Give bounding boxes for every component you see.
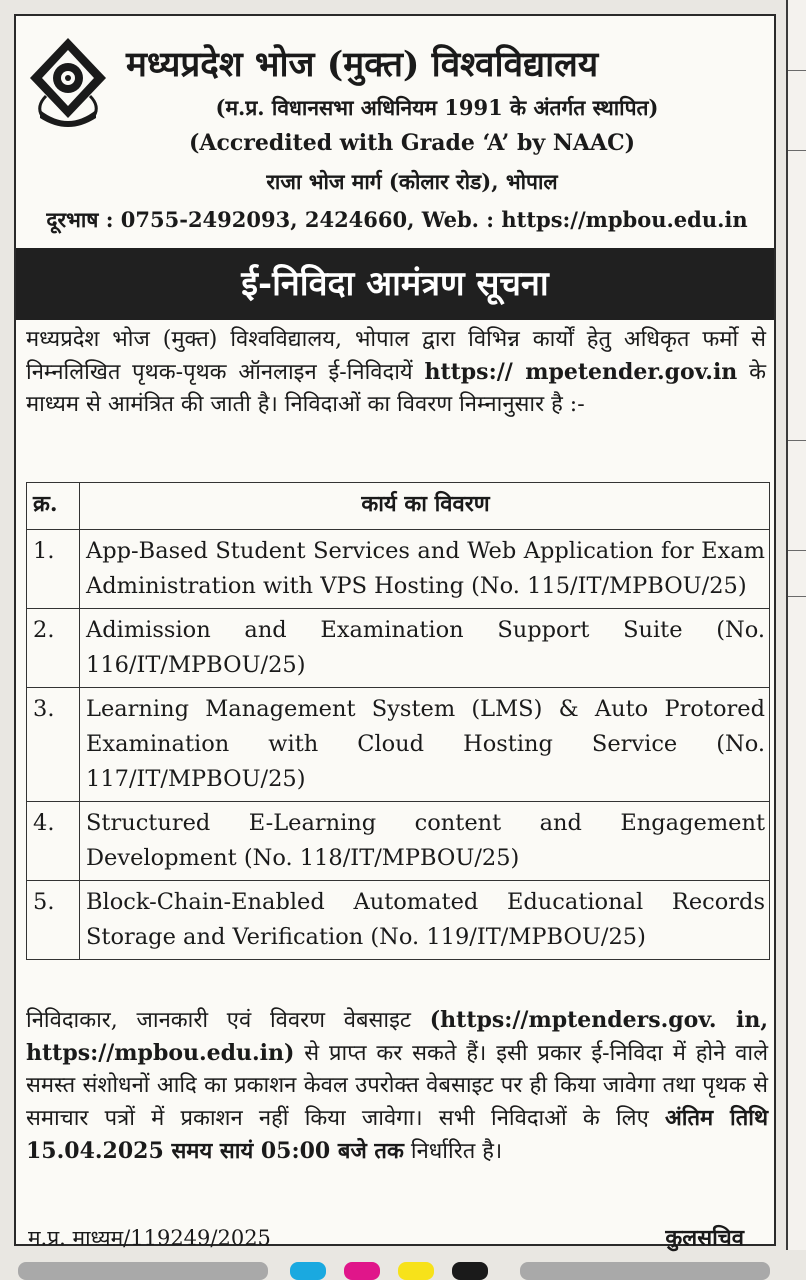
header-description: कार्य का विवरण — [80, 483, 770, 530]
header-no: क्र. — [27, 483, 80, 530]
table-row — [27, 688, 770, 802]
row-no: 5. — [27, 881, 80, 960]
print-bar-gray-left — [18, 1262, 268, 1280]
notice-banner: ई-निविदा आमंत्रण सूचना — [16, 248, 774, 320]
row-description: Structured E-Learning content and Engagement Development (No. 118/IT/MPBOU/25) — [80, 802, 770, 881]
row-description: App-Based Student Services and Web Application for Exam Administration with VPS Hosting (No. 115/IT/MPBOU/25) — [80, 530, 770, 609]
university-name: मध्यप्रदेश भोज (मुक्त) विश्वविद्यालय — [126, 44, 599, 85]
intro-text-1: मध्यप्रदेश भोज (मुक्त) विश्वविद्यालय, भोपाल द्वारा विभिन्न कार्यों हेतु अधिकृत फर्मो से निम्नलिखित पृथक-पृथक ऑनलाइन ई-निविदायें — [26, 327, 766, 385]
print-swatch-yellow — [398, 1262, 434, 1280]
table-row — [27, 530, 770, 609]
row-description: Block-Chain-Enabled Automated Educational Records Storage and Verification (No. 119/IT/MPBOU/25) — [80, 881, 770, 960]
table-row — [27, 881, 770, 960]
adjacent-column-edge — [786, 0, 806, 1250]
print-swatch-black — [452, 1262, 488, 1280]
reference-number: म.प्र. माध्यम/119249/2025 — [28, 1226, 271, 1250]
outro-text-3: निर्धारित है। — [403, 1139, 503, 1164]
print-swatch-magenta — [344, 1262, 380, 1280]
row-no: 4. — [27, 802, 80, 881]
contact-line: दूरभाष : 0755-2492093, 2424660, Web. : https://mpbou.edu.in — [46, 207, 748, 232]
tender-notice — [14, 14, 776, 1251]
outro-text-1: निविदाकार, जानकारी एवं विवरण वेबसाइट — [26, 1008, 430, 1033]
signatory: कुलसचिव — [665, 1225, 744, 1251]
print-bar-gray-right — [520, 1262, 770, 1280]
intro-link: https:// mpetender.gov.in — [424, 359, 738, 385]
print-swatch-cyan — [290, 1262, 326, 1280]
outro-deadline: अंतिम तिथि 15.04.2025 समय सायं 05:00 बजे तक — [26, 1105, 769, 1164]
row-no: 3. — [27, 688, 80, 802]
notice-header — [16, 16, 774, 250]
row-description: Adimission and Examination Support Suite (No. 116/IT/MPBOU/25) — [80, 609, 770, 688]
outro-text-2: से प्राप्त कर सकते हैं। इसी प्रकार ई-निविदा में होने वाले समस्त संशोधनों आदि का प्रकाशन केवल उपरोक्त वेबसाइट पर ही किया जावेगा तथा पृथक से समाचार पत्रों में प्रकाशन नहीं किया जावेगा। सभी निविदाओं के लिए — [26, 1041, 768, 1131]
tender-table — [26, 482, 770, 960]
row-no: 2. — [27, 609, 80, 688]
table-row — [27, 802, 770, 881]
row-no: 1. — [27, 530, 80, 609]
outro-links: (https://mptenders.gov. in, https://mpbou.edu.in) — [26, 1007, 768, 1066]
row-description: Learning Management System (LMS) & Auto Protored Examination with Cloud Hosting Service (No. 117/IT/MPBOU/25) — [80, 688, 770, 802]
table-header-row — [27, 483, 770, 530]
outro-paragraph — [26, 1004, 768, 1168]
intro-paragraph — [26, 324, 766, 421]
address: राजा भोज मार्ग (कोलार रोड), भोपाल — [266, 169, 558, 194]
accreditation: (Accredited with Grade ‘A’ by NAAC) — [189, 130, 635, 156]
established-under: (म.प्र. विधानसभा अधिनियम 1991 के अंतर्गत स्थापित) — [215, 95, 659, 120]
table-row — [27, 609, 770, 688]
intro-text-2: के माध्यम से आमंत्रित की जाती है। निविदाओं का विवरण निम्नानुसार है :- — [26, 360, 766, 417]
